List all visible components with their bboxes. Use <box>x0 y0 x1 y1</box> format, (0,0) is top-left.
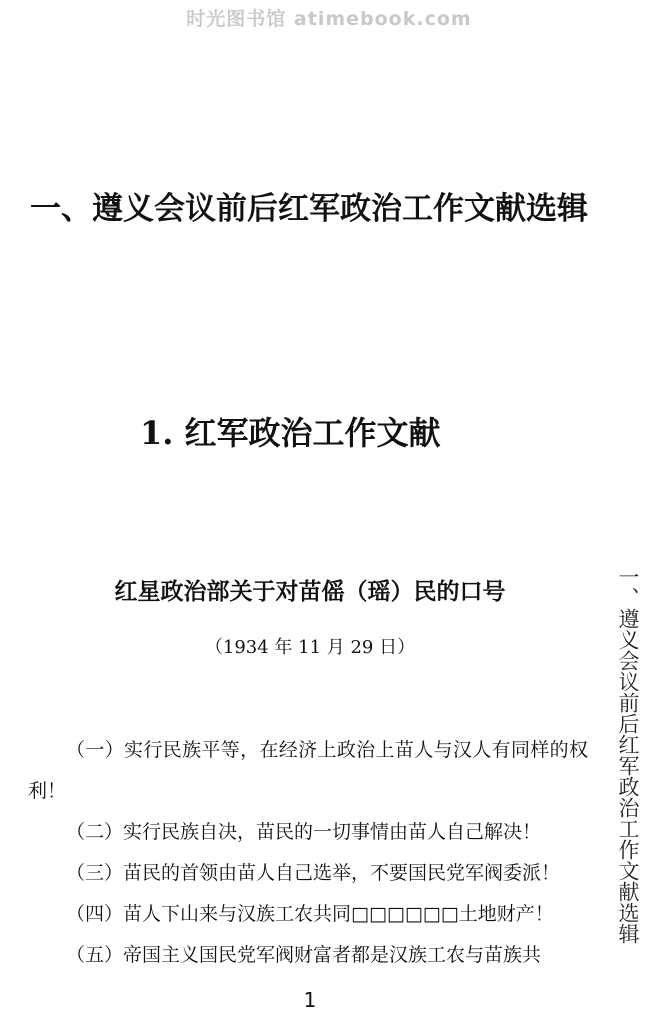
slogan-paragraph-4: （四）苗人下山来与汉族工农共同□□□□□□土地财产！ <box>66 903 554 925</box>
slogan-paragraph-3: （三）苗民的首领由苗人自己选举，不要国民党军阀委派！ <box>66 862 561 884</box>
slogan-paragraph-5: （五）帝国主义国民党军阀财富者都是汉族工农与苗族共 <box>66 944 542 966</box>
page-number: 1 <box>303 988 317 1012</box>
part-title: 一、遵义会议前后红军政治工作文献选辑 <box>30 191 588 227</box>
watermark: 时光图书馆 atimebook.com <box>186 8 472 30</box>
slogan-paragraph-1: （一）实行民族平等，在经济上政治上苗人与汉人有同样的权利！ <box>28 739 588 802</box>
document-title: 红星政治部关于对苗傜（瑶）民的口号 <box>114 579 506 605</box>
document-body <box>28 730 588 976</box>
slogan-paragraph-2: （二）实行民族自决，苗民的一切事情由苗人自己解决！ <box>66 821 542 843</box>
side-running-title: 一、遵义会议前后红军政治工作文献选辑 <box>616 566 640 944</box>
section-title: 1. 红军政治工作文献 <box>140 414 441 452</box>
document-date: （1934 年 11 月 29 日） <box>204 637 416 658</box>
